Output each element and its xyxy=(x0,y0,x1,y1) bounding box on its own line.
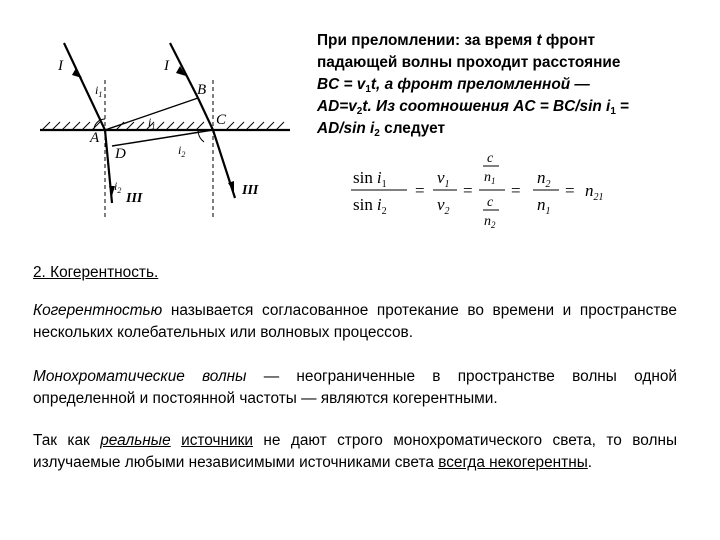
incident-ray-left xyxy=(64,43,105,130)
formula-eq-4: = xyxy=(565,181,575,200)
formula-eq-3: = xyxy=(511,181,521,200)
real-sources-note: Так как реальные источники не дают строго монохроматического света, то волны излучаемые любыми независимыми источниками света всегда некогерентны. xyxy=(33,432,678,471)
interface-hatching xyxy=(42,122,284,130)
intro-line-1: При преломлении: за время t фронт xyxy=(317,32,596,49)
coherence-definition: Когерентностью называется согласованное протекание во времени и пространстве нескольких колебательных или волновых процессов. xyxy=(33,302,677,341)
refraction-diagram xyxy=(20,18,310,248)
monochromatic-definition: Монохроматические волны — неограниченные в пространстве волны одной определенной и постоянной частоты — являются когерентными. xyxy=(33,368,677,407)
label-point-b: B xyxy=(197,82,207,98)
formula-n2: $n_2$ xyxy=(537,168,551,190)
formula-c-bottom: c xyxy=(487,195,494,210)
formula-n2-bottom: $n_2$ xyxy=(484,214,496,230)
incident-ray-right xyxy=(170,43,198,98)
label-point-c: C xyxy=(216,112,227,128)
label-point-d: D xyxy=(115,146,126,162)
label-ray-iii-left: III xyxy=(126,191,143,206)
intro-line-5: AD/sin $i_2$ следует xyxy=(317,120,446,139)
formula-n1-top: $n_1$ xyxy=(484,170,496,186)
label-angle-i2-b: $i_2$ xyxy=(114,179,122,195)
formula-v2: $v_2$ xyxy=(437,195,450,217)
formula-n21: $n_{21}$ xyxy=(585,181,604,203)
formula-c-top: c xyxy=(487,151,494,166)
intro-line-4: $AD=v_2t$. Из соотношения AC = BC/sin $i_1$ = xyxy=(317,98,630,117)
formula-n1: $n_1$ xyxy=(537,195,551,217)
label-ray-i-right: I xyxy=(164,58,169,74)
section-heading: 2. Когерентность. xyxy=(33,264,159,281)
label-angle-i1-b: $i_1$ xyxy=(148,115,156,131)
formula-sin-i1: $\sin i_1$ xyxy=(353,168,387,190)
formula-v1: $v_1$ xyxy=(437,168,450,190)
intro-line-3: BC = $v_1t$, а фронт преломленной — xyxy=(317,76,590,95)
intro-line-2: падающей волны проходит расстояние xyxy=(317,54,621,71)
formula-sin-i2: $\sin i_2$ xyxy=(353,195,387,217)
label-ray-iii-right: III xyxy=(242,183,259,198)
snell-law-formula xyxy=(345,150,645,230)
refraction-explanation xyxy=(317,30,702,140)
formula-eq-1: = xyxy=(415,181,425,200)
label-angle-i1-a: $i_1$ xyxy=(95,83,103,99)
label-angle-i2-a: $i_2$ xyxy=(178,143,186,159)
formula-eq-2: = xyxy=(463,181,473,200)
label-ray-i-left: I xyxy=(58,58,63,74)
label-point-a: A xyxy=(90,130,100,146)
